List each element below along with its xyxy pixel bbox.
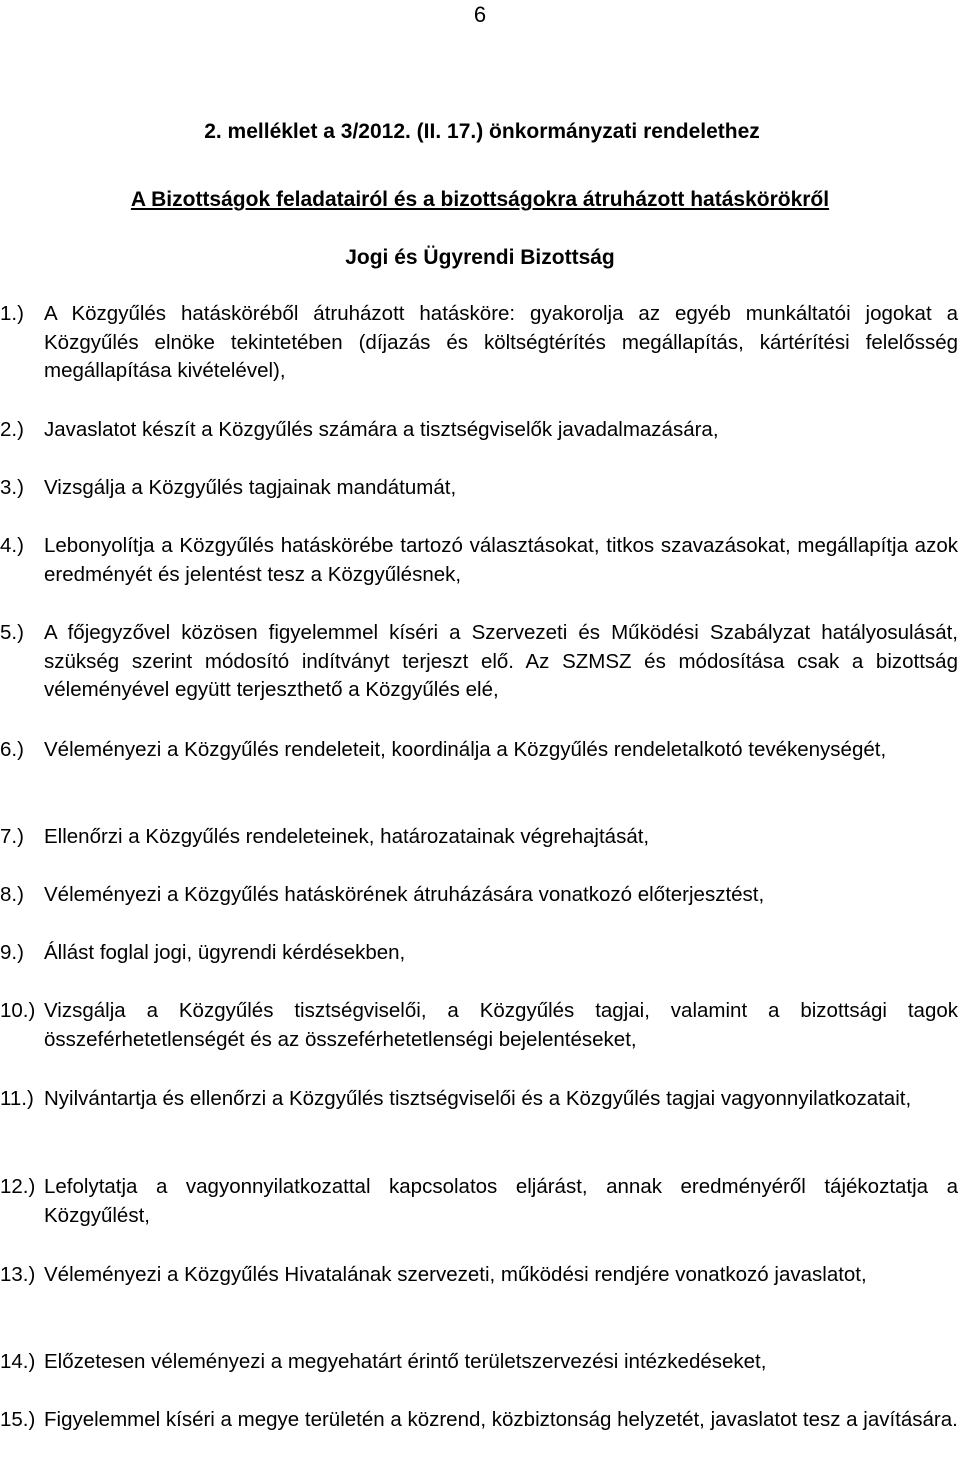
item-text: Lefolytatja a vagyonnyilatkozattal kapcsolatos eljárást, annak eredményéről tájékoztatja a Közgyűlést, — [44, 1175, 958, 1227]
list-item — [0, 300, 958, 386]
item-number: 11.) — [0, 1087, 34, 1110]
list-item — [0, 997, 958, 1054]
list-item — [0, 1348, 958, 1377]
item-text: Véleményezi a Közgyűlés hatáskörének átruházására vonatkozó előterjesztést, — [44, 883, 765, 906]
list-item — [0, 1173, 958, 1230]
list-item — [0, 736, 958, 765]
document-title: A Bizottságok feladatairól és a bizottságokra átruházott hatáskörökről — [130, 188, 830, 211]
item-text: Véleményezi a Közgyűlés rendeleteit, koordinálja a Közgyűlés rendeletalkotó tevékenységét, — [44, 738, 887, 761]
item-number: 9.) — [0, 941, 24, 964]
item-number: 8.) — [0, 883, 24, 906]
item-text: Figyelemmel kíséri a megye területén a közrend, közbiztonság helyzetét, javaslatot tesz a javítására. — [44, 1408, 958, 1431]
list-item — [0, 881, 958, 910]
list-item — [0, 1406, 958, 1435]
committee-heading: Jogi és Ügyrendi Bizottság — [345, 246, 615, 269]
item-text: Ellenőrzi a Közgyűlés rendeleteinek, határozatainak végrehajtását, — [44, 825, 650, 848]
item-number: 5.) — [0, 621, 24, 644]
list-item — [0, 474, 958, 503]
item-number: 13.) — [0, 1263, 36, 1286]
item-text: Véleményezi a Közgyűlés Hivatalának szervezeti, működési rendjére vonatkozó javaslatot, — [44, 1263, 867, 1286]
item-number: 6.) — [0, 738, 24, 761]
list-item — [0, 1261, 958, 1290]
list-item — [0, 939, 958, 968]
list-item — [0, 1085, 958, 1114]
item-text: A Közgyűlés hatásköréből átruházott hatásköre: gyakorolja az egyéb munkáltatói jogokat a Közgyűlés elnöke tekintetében (díjazás és költségtérítés megállapítás, kártérítési felelősség megállapítása kivételével), — [44, 302, 958, 382]
item-text: A főjegyzővel közösen figyelemmel kíséri a Szervezeti és Működési Szabályzat hatályosulását, szükség szerint módosító indítványt terjeszt elő. Az SZMSZ és módosítása csak a bizottság véleményével együtt terjeszthető a Közgyűlés elé, — [44, 621, 958, 701]
item-number: 15.) — [0, 1408, 36, 1431]
item-text: Vizsgálja a Közgyűlés tagjainak mandátumát, — [44, 476, 457, 499]
list-item — [0, 823, 958, 852]
page-number: 6 — [473, 2, 487, 27]
list-item — [0, 416, 958, 445]
item-text: Állást foglal jogi, ügyrendi kérdésekben, — [44, 941, 406, 964]
item-number: 4.) — [0, 534, 24, 557]
list-item — [0, 532, 958, 589]
item-number: 2.) — [0, 418, 24, 441]
item-text: Javaslatot készít a Közgyűlés számára a tisztségviselők javadalmazására, — [44, 418, 719, 441]
item-text: Előzetesen véleményezi a megyehatárt érintő területszervezési intézkedéseket, — [44, 1350, 767, 1373]
item-text: Lebonyolítja a Közgyűlés hatáskörébe tartozó választásokat, titkos szavazásokat, megállapítja azok eredményét és jelentést tesz a Közgyűlésnek, — [44, 534, 958, 586]
list-item — [0, 619, 958, 705]
item-number: 7.) — [0, 825, 24, 848]
item-number: 1.) — [0, 302, 24, 325]
item-text: Nyilvántartja és ellenőrzi a Közgyűlés tisztségviselői és a Közgyűlés tagjai vagyonnyilatkozatait, — [44, 1087, 912, 1110]
item-number: 14.) — [0, 1350, 36, 1373]
item-number: 10.) — [0, 999, 36, 1022]
item-number: 12.) — [0, 1175, 36, 1198]
item-number: 3.) — [0, 476, 24, 499]
item-text: Vizsgálja a Közgyűlés tisztségviselői, a Közgyűlés tagjai, valamint a bizottsági tagok összeférhetetlenségét és az összeférhetetlenségi bejelentéseket, — [44, 999, 958, 1051]
annex-heading: 2. melléklet a 3/2012. (II. 17.) önkormányzati rendelethez — [204, 120, 760, 143]
